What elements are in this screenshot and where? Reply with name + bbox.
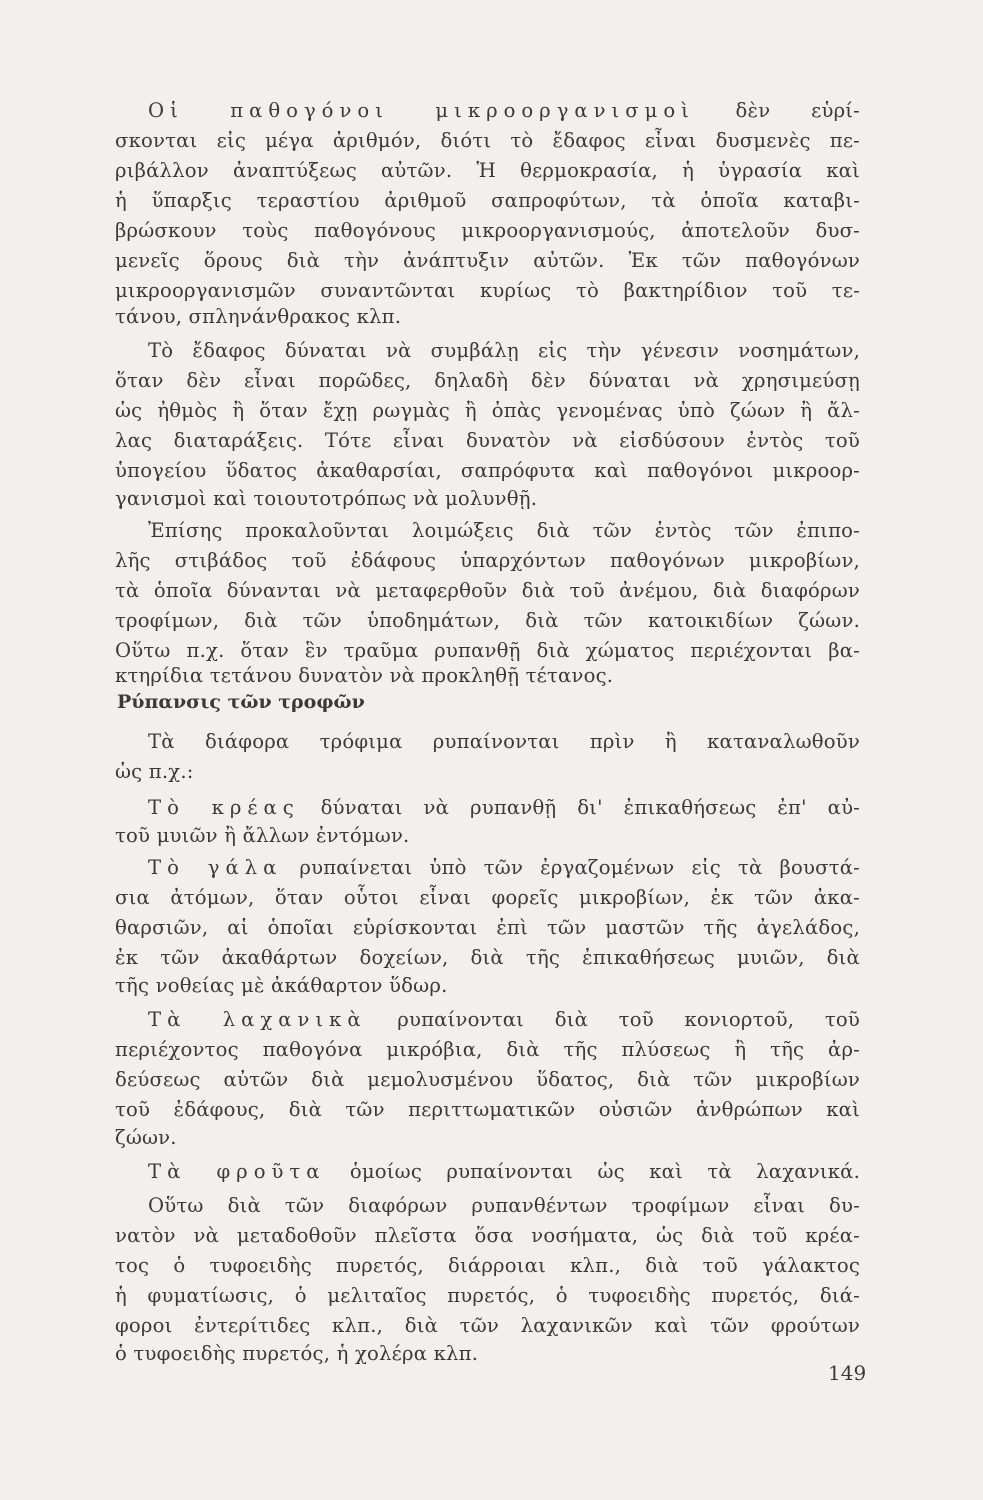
text-line: Ἐπίσης προκαλοῦνται λοιμώξεις διὰ τῶν ἐντὸς τῶν ἐπιπο- xyxy=(148,519,860,542)
text-line: ἡ φυματίωσις, ὁ μελιταῖος πυρετός, ὁ τυφοειδὴς πυρετός, διά- xyxy=(115,1284,860,1307)
text-line: Τὰ διάφορα τρόφιμα ρυπαίνονται πρὶν ἢ καταναλωθοῦν xyxy=(148,730,860,753)
text-line: κτηρίδια τετάνου δυνατὸν νὰ προκληθῇ τέτανος. xyxy=(115,664,614,687)
text-line: ἡ ὕπαρξις τεραστίου ἀριθμοῦ σαπροφύτων, τὰ ὁποῖα καταβι- xyxy=(115,189,860,212)
text-line: ριβάλλον ἀναπτύξεως αὐτῶν. Ἡ θερμοκρασία, ἡ ὑγρασία καὶ xyxy=(115,159,860,182)
text-line: Οὕτω διὰ τῶν διαφόρων ρυπανθέντων τροφίμων εἶναι δυ- xyxy=(148,1194,860,1217)
text-line: φοροι ἐντερίτιδες κλπ., διὰ τῶν λαχανικῶν καὶ τῶν φρούτων xyxy=(115,1314,860,1337)
text-line: Τὰ φροῦτα ὁμοίως ρυπαίνονται ὡς καὶ τὰ λαχανικά. xyxy=(148,1160,861,1183)
text-line: βρώσκουν τοὺς παθογόνους μικροοργανισμούς, ἀποτελοῦν δυσ- xyxy=(115,219,860,242)
text-line: τῆς νοθείας μὲ ἀκάθαρτον ὕδωρ. xyxy=(115,974,448,997)
text-line: λας διαταράξεις. Τότε εἶναι δυνατὸν νὰ εἰσδύσουν ἐντὸς τοῦ xyxy=(115,429,860,452)
text-line: γανισμοὶ καὶ τοιουτοτρόπως νὰ μολυνθῇ. xyxy=(115,487,538,510)
text-line: νατὸν νὰ μεταδοθοῦν πλεῖστα ὅσα νοσήματα, ὡς διὰ τοῦ κρέα- xyxy=(115,1224,860,1247)
text-line: σια ἀτόμων, ὅταν οὗτοι εἶναι φορεῖς μικροβίων, ἐκ τῶν ἀκα- xyxy=(115,886,860,909)
text-line: τοῦ μυιῶν ἢ ἄλλων ἐντόμων. xyxy=(115,824,410,847)
text-line: σκονται εἰς μέγα ἀριθμόν, διότι τὸ ἔδαφος εἶναι δυσμενὲς πε- xyxy=(115,129,860,152)
text-line: τοῦ ἐδάφους, διὰ τῶν περιττωματικῶν οὐσιῶν ἀνθρώπων καὶ xyxy=(115,1098,860,1121)
text-line: ὅταν δὲν εἶναι πορῶδες, δηλαδὴ δὲν δύναται νὰ χρησιμεύσῃ xyxy=(115,369,860,392)
text-line: τάνου, σπληνάνθρακος κλπ. xyxy=(115,305,402,328)
text-line: δεύσεως αὐτῶν διὰ μεμολυσμένου ὕδατος, διὰ τῶν μικροβίων xyxy=(115,1068,860,1091)
text-line: τροφίμων, διὰ τῶν ὑποδημάτων, διὰ τῶν κατοικιδίων ζώων. xyxy=(115,609,860,632)
text-line: Τὸ κρέας δύναται νὰ ρυπανθῇ δι' ἐπικαθήσεως ἐπ' αὐ- xyxy=(148,796,860,819)
text-line: τος ὁ τυφοειδὴς πυρετός, διάρροιαι κλπ., διὰ τοῦ γάλακτος xyxy=(115,1254,860,1277)
text-line: ὁ τυφοειδὴς πυρετός, ἡ χολέρα κλπ. xyxy=(115,1342,479,1365)
text-line: θαρσιῶν, αἱ ὁποῖαι εὑρίσκονται ἐπὶ τῶν μαστῶν τῆς ἀγελάδος, xyxy=(115,916,860,939)
text-line: περιέχοντος παθογόνα μικρόβια, διὰ τῆς πλύσεως ἢ τῆς ἀρ- xyxy=(115,1038,860,1061)
text-line: λῆς στιβάδος τοῦ ἐδάφους ὑπαρχόντων παθογόνων μικροβίων, xyxy=(115,549,860,572)
section-heading: Ρύπανσις τῶν τροφῶν xyxy=(117,691,365,713)
text-line: τὰ ὁποῖα δύνανται νὰ μεταφερθοῦν διὰ τοῦ ἀνέμου, διὰ διαφόρων xyxy=(115,579,860,602)
text-line: ὑπογείου ὕδατος ἀκαθαρσίαι, σαπρόφυτα καὶ παθογόνοι μικροορ- xyxy=(115,459,860,482)
text-line: ὡς ἠθμὸς ἢ ὅταν ἔχῃ ρωγμὰς ἢ ὀπὰς γενομένας ὑπὸ ζώων ἢ ἄλ- xyxy=(115,399,860,422)
text-line: ἐκ τῶν ἀκαθάρτων δοχείων, διὰ τῆς ἐπικαθήσεως μυιῶν, διὰ xyxy=(115,946,860,969)
text-line: Τὸ ἔδαφος δύναται νὰ συμβάλῃ εἰς τὴν γένεσιν νοσημάτων, xyxy=(148,339,860,362)
text-line: μικροοργανισμῶν συναντῶνται κυρίως τὸ βακτηρίδιον τοῦ τε- xyxy=(115,279,860,302)
text-line: ζώων. xyxy=(115,1126,177,1149)
text-line: Τὸ γάλα ρυπαίνεται ὑπὸ τῶν ἐργαζομένων εἰς τὰ βουστά- xyxy=(148,856,860,879)
text-line: Τὰ λαχανικὰ ρυπαίνονται διὰ τοῦ κονιορτοῦ, τοῦ xyxy=(148,1008,860,1031)
text-line: Οὕτω π.χ. ὅταν ἓν τραῦμα ρυπανθῇ διὰ χώματος περιέχονται βα- xyxy=(115,639,860,662)
text-line: Οἱ παθογόνοι μικροοργανισμοὶ δὲν εὑρί- xyxy=(148,99,860,122)
text-line: ὡς π.χ.: xyxy=(115,760,194,783)
text-line: μενεῖς ὅρους διὰ τὴν ἀνάπτυξιν αὐτῶν. Ἐκ τῶν παθογόνων xyxy=(115,249,860,272)
page-number: 149 xyxy=(828,1361,867,1385)
